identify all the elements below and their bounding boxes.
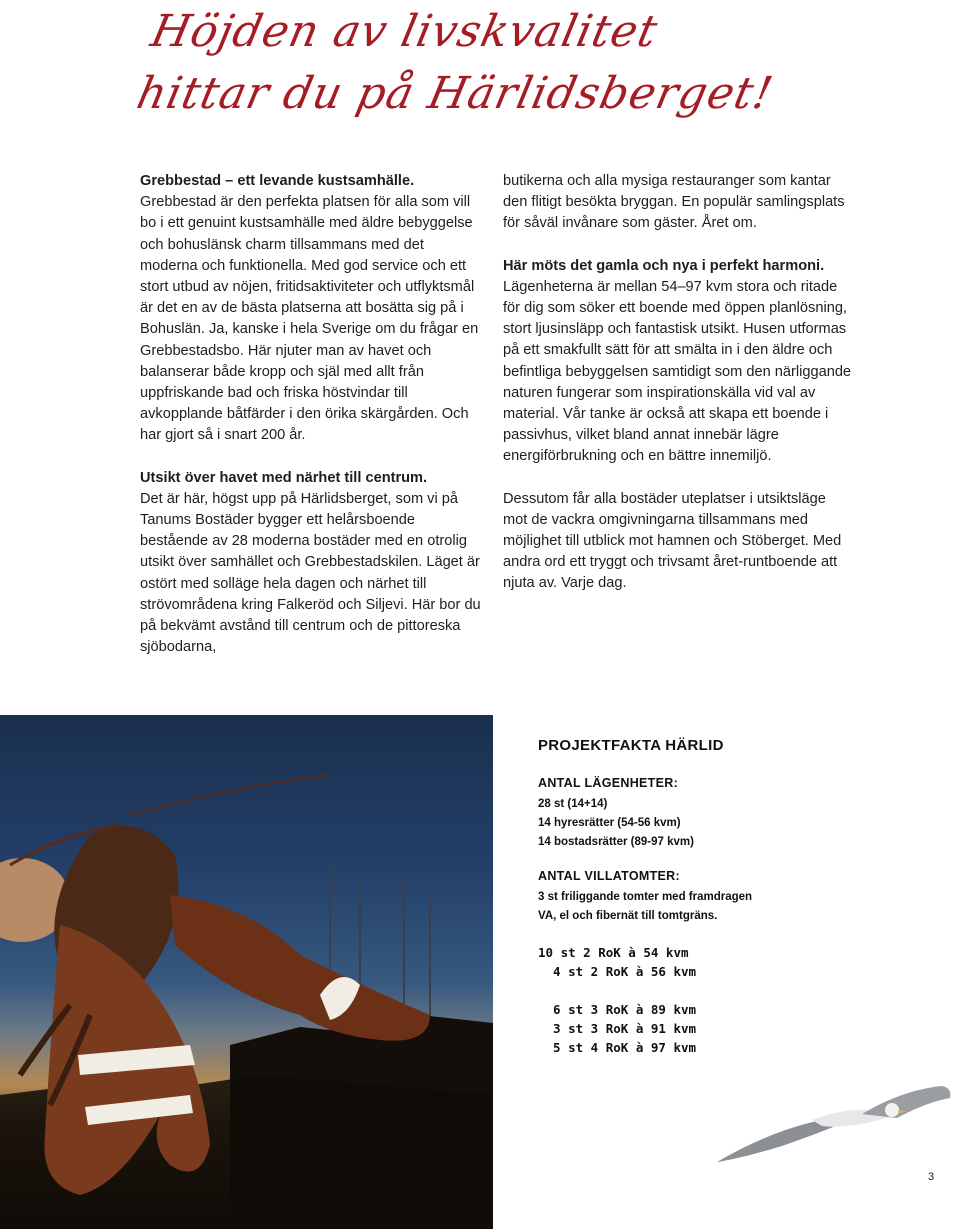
- facts-apartments: [538, 776, 898, 852]
- apartments-rent: 14 hyresrätter (54-56 kvm): [538, 817, 681, 829]
- plots-line-1: 3 st friliggande tomter med framdragen: [538, 891, 753, 903]
- section-body-grebbestad: Grebbestad är den perfekta platsen för alla som vill bo i ett genuint kustsamhälle med äldre bebyggelse och bohuslänsk charm tillsammans med det moderna och funktionella. Med god service och ett stort utbud av nöjen, fritidsaktiviteter och utflyktsmål är det en av de bästa platserna att bosätta sig på i Bohuslän. Ja, kanske i hela Sverige om du frågar en Grebbestadsbo. Här njuter man av havet och balanserar både kropp och själ med allt från uppfriskande bad och friska höstvindar till avkopplande båtfärder i den örika skärgården. Och har gjort så i snart 200 år.: [140, 194, 479, 444]
- plots-line-2: VA, el och fibernät till tomtgräns.: [538, 910, 718, 922]
- project-facts: [538, 737, 898, 1074]
- section-heading-harmoni: Här möts det gamla och nya i perfekt harmoni.: [503, 257, 825, 274]
- right-column: [503, 171, 853, 616]
- section-body-uteplatser: Dessutom får alla bostäder uteplatser i utsiktsläge mot de vackra omgivningarna tillsammans med möjlighet till utblick mot hamnen och Stöberget. Med andra ord ett tryggt och trivsamt året-runtboende att njuta av. Varje dag.: [503, 490, 842, 592]
- unit-row: 5 st 4 RoK à 97 kvm: [538, 1040, 697, 1055]
- lobster-illustration: [0, 715, 493, 1229]
- apartments-heading: ANTAL LÄGENHETER:: [538, 776, 679, 790]
- section-body-utsikt: Det är här, högst upp på Härlidsberget, som vi på Tanums Bostäder bygger ett helårsboende bestående av 28 moderna bostäder med en otrolig utsikt över samhället och Grebbestadskilen. Läget är ostört med solläge hela dagen och närhet till strövområdena kring Falkeröd och Siljevi. Här bor du på bekvämt avstånd till centrum och de pittoreska sjöbodarna,: [140, 490, 481, 656]
- facts-title: PROJEKTFAKTA HÄRLID: [538, 737, 724, 754]
- apartments-own: 14 bostadsrätter (89-97 kvm): [538, 836, 694, 848]
- facts-units: [538, 943, 898, 1057]
- unit-row: 4 st 2 RoK à 56 kvm: [538, 964, 697, 979]
- unit-row: 10 st 2 RoK à 54 kvm: [538, 945, 689, 960]
- page-number: 3: [928, 1171, 935, 1183]
- headline-line-1: Höjden av livskvalitet: [146, 6, 663, 57]
- seagull-icon: [712, 1080, 957, 1170]
- lobster-photo: [0, 715, 493, 1229]
- left-column: [140, 171, 485, 658]
- plots-heading: ANTAL VILLATOMTER:: [538, 869, 680, 883]
- apartments-total: 28 st (14+14): [538, 798, 608, 810]
- unit-row: 3 st 3 RoK à 91 kvm: [538, 1021, 697, 1036]
- headline-line-2: hittar du på Härlidsberget!: [132, 68, 778, 119]
- unit-row: 6 st 3 RoK à 89 kvm: [538, 1002, 697, 1017]
- headline: [132, 0, 898, 150]
- facts-plots: [538, 869, 898, 926]
- section-body-continued: butikerna och alla mysiga restauranger som kantar den flitigt besökta bryggan. En populär samlingsplats för såväl invånare som gäster. Året om.: [503, 173, 845, 232]
- section-body-harmoni: Lägenheterna är mellan 54–97 kvm stora och ritade för dig som söker ett boende med öppen planlösning, stort ljusinsläpp och fantastisk utsikt. Husen utformas på ett smakfullt sätt för att smälta in i den äldre och befintliga bebyggelsen samtidigt som den närliggande naturen fungerar som inspirationskälla vid val av material. Vår tanke är också att skapa ett boende i passivhus, vilket bland annat innebär lägre energiförbrukning och en bättre innemiljö.: [503, 278, 852, 465]
- section-heading-utsikt: Utsikt över havet med närhet till centrum.: [140, 469, 428, 486]
- section-heading-grebbestad: Grebbestad – ett levande kustsamhälle.: [140, 173, 415, 189]
